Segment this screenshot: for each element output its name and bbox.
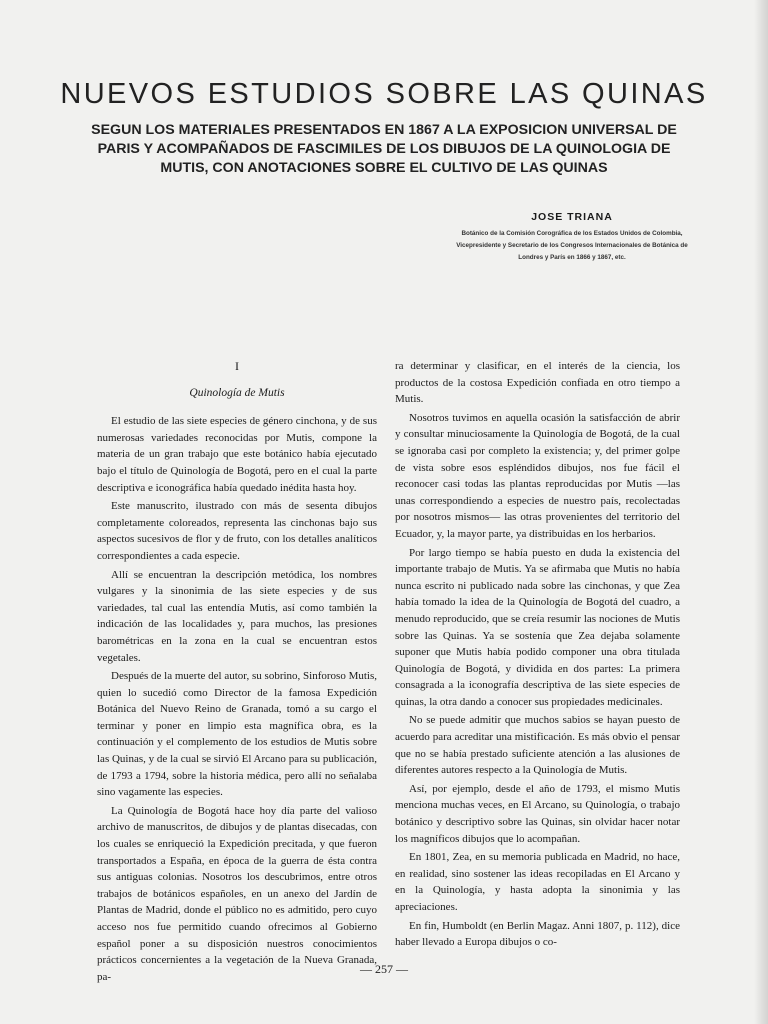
- paragraph: En 1801, Zea, en su memoria publicada en Madrid, no hace, en realidad, sino sostener las ideas recopiladas en El Arcano y en la Quinología, y hasta adopta la sinonimia y las apreciaciones.: [395, 851, 680, 913]
- paragraph: Nosotros tuvimos en aquella ocasión la satisfacción de abrir y consultar minuciosamente la Quinología de Bogotá, de la cual se ignoraba casi por completo la existencia; y, del primer golpe de vista sobre esos espléndidos dibujos, nos fue fácil el reconocer casi todas las plantas reproducidas por Mutis —las unas correspondiendo a especies de nuestro país, recolectadas por nosotros mismos— las otras provenientes del territorio del Ecuador, y, la mayor parte, ya distribuidas en los herbarios.: [395, 411, 680, 540]
- paragraph: Después de la muerte del autor, su sobrino, Sinforoso Mutis, quien lo sucedió como Director de la famosa Expedición Botánica del Nuevo Reino de Granada, tomó a su cargo el terminar y poner en limpio esta magnífica obra, es la continuación y el complemento de los estudios de Mutis sobre las Quinas, y de la cual se sirvió El Arcano para su publicación, de 1793 a 1794, sobre la historia médica, pero allí no señalaba sino vagamente las especies.: [97, 670, 377, 799]
- paragraph: Así, por ejemplo, desde el año de 1793, el mismo Mutis menciona muchas veces, en El Arcano, su Quinología, o trabajo botánico y descriptivo sobre las Quinas, sin olvidar hacer notar los magníficos dibujos que lo acompañan.: [395, 782, 680, 845]
- paragraph: Allí se encuentran la descripción metódica, los nombres vulgares y la sinonimia de las siete especies y de sus variedades, tal cual las entendía Mutis, así como también la indicación de las localidades y, para muchos, las presiones barométricas en la zona en la cual se encuentran estos vegetales.: [97, 568, 377, 664]
- paragraph: Este manuscrito, ilustrado con más de sesenta dibujos completamente coloreados, representa las cinchonas bajo sus aspectos sucesivos de flor y de fruto, con los detalles analíticos correspondientes a cada especie.: [97, 500, 377, 562]
- paragraph: En fin, Humboldt (en Berlin Magaz. Anni 1807, p. 112), dice haber llevado a Europa dibujos o co-: [395, 919, 680, 949]
- scan-edge-shadow: [754, 0, 768, 1024]
- paragraph: ra determinar y clasificar, en el interés de la ciencia, los productos de la costosa Expedición confiada en otro tiempo a Mutis.: [395, 360, 680, 406]
- paragraph: Por largo tiempo se había puesto en duda la existencia del importante trabajo de Mutis. Ya se afirmaba que Mutis no había nunca escrito ni publicado nada sobre las cinchonas, y que Zea había tomado la idea de la Quinología de Bogotá del cuadro, a menudo reproducido, que se creía resumir las nociones de Mutis sobre las Quinas. Ya se sostenía que Zea dejaba solamente suponer que Mutis había podido componer una obra titulada Quinología de Bogotá, y dividida en dos partes: La primera consagrada a la iconografía descriptiva de las siete especies de quinas, la otra dando a conocer sus propiedades medicinales.: [395, 546, 680, 708]
- article-subtitle: SEGUN LOS MATERIALES PRESENTADOS EN 1867 A LA EXPOSICION UNIVERSAL DE PARIS Y ACOMPAÑADOS DE FASCIMILES DE LOS DIBUJOS DE LA QUINOLOGIA DE MUTIS, CON ANOTACIONES SOBRE EL CULTIVO DE LAS QUINAS: [91, 122, 677, 176]
- section-title: Quinología de Mutis: [189, 386, 285, 399]
- text-column-right: [395, 358, 680, 953]
- paragraph: No se puede admitir que muchos sabios se hayan puesto de acuerdo para acreditar una mistificación. Es más obvio el pensar que no se había prestado suficiente atención a las alusiones de diferentes autores respecto a la Quinología de Mutis.: [395, 714, 680, 777]
- section-number: I: [235, 359, 239, 373]
- author-name: JOSE TRIANA: [531, 211, 613, 223]
- paragraph: El estudio de las siete especies de género cinchona, y de sus numerosas variedades reconocidas por Mutis, compone la materia de un gran trabajo que este botánico había ejecutado bajo el título de Quinología de Bogotá, pero en el cual la parte descriptiva e iconográfica había quedado inédita hasta hoy.: [97, 415, 377, 494]
- paragraph: La Quinología de Bogotá hace hoy día parte del valioso archivo de manuscritos, de dibujos y de plantas disecadas, con los cuales se enriqueció la Expedición precitada, y que fueron transportados a España, en época de la guerra de ésta contra sus antiguas colonias. Nosotros los descubrimos, entre otros trabajos de botánicos españoles, en un anexo del Jardín de Plantas de Madrid, donde el público no es admitido, pero cuyo acceso nos fue permitido cuando ofrecimos al Gobierno español poner a su disposición nuestros conocimientos prácticos concernientes a la vegetación de la Nueva Granada, pa-: [97, 804, 377, 983]
- page-number: — 257 —: [360, 962, 408, 976]
- article-title: NUEVOS ESTUDIOS SOBRE LAS QUINAS: [60, 78, 708, 110]
- author-bio: Botánico de la Comisión Corográfica de los Estados Unidos de Colombia, Vicepresidente y Secretario de los Congresos Internacionales de Botánica de Londres y París en 1866 y 1867, etc.: [456, 230, 688, 261]
- text-column-left: [97, 358, 377, 987]
